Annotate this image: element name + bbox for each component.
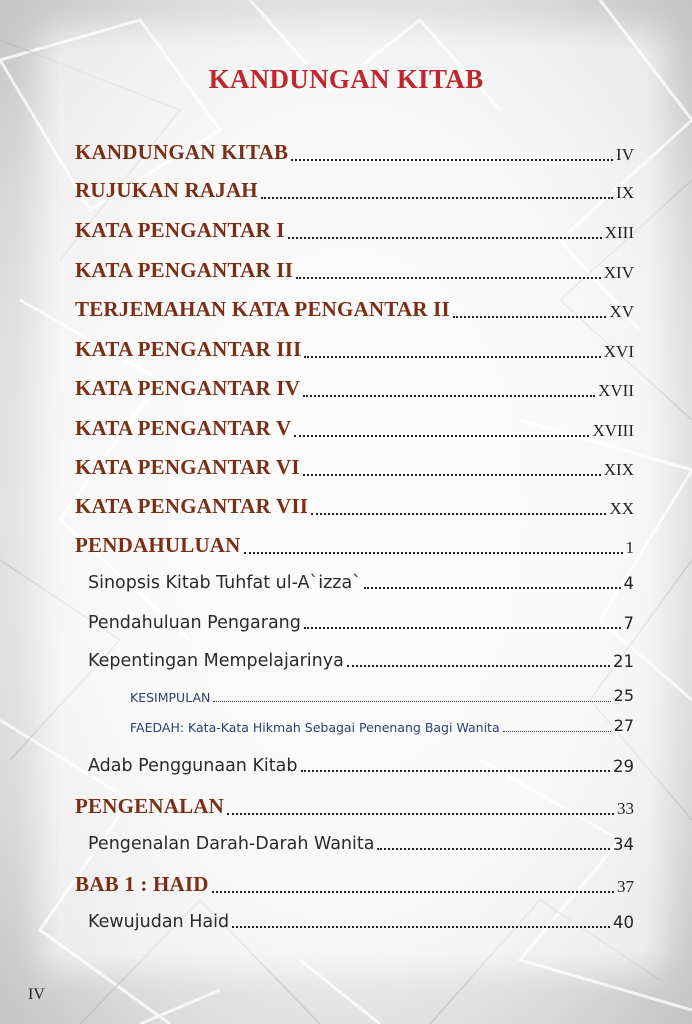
toc-entry-page: XIV bbox=[603, 263, 634, 282]
toc-entry-page: XX bbox=[609, 499, 634, 518]
toc-entry-label: KESIMPULAN bbox=[130, 690, 211, 705]
toc-subsubentry bbox=[130, 686, 634, 705]
toc-entry-page: XVIII bbox=[592, 421, 634, 440]
dot-leader bbox=[364, 587, 621, 589]
toc-entry-page: XV bbox=[609, 302, 634, 321]
dot-leader bbox=[503, 731, 611, 732]
dot-leader bbox=[288, 237, 602, 239]
toc-entry bbox=[75, 258, 634, 283]
toc-entry bbox=[75, 494, 634, 519]
dot-leader bbox=[244, 552, 623, 554]
toc-entry-page: 37 bbox=[617, 877, 634, 896]
toc-entry-label: Pengenalan Darah-Darah Wanita bbox=[88, 834, 375, 854]
toc-entry bbox=[75, 794, 634, 819]
dot-leader bbox=[301, 770, 611, 772]
toc-entry-page: XIII bbox=[604, 223, 634, 242]
dot-leader bbox=[303, 474, 601, 476]
toc-entry-page: 33 bbox=[617, 799, 634, 818]
toc-entry-label: KATA PENGANTAR VI bbox=[75, 455, 300, 479]
toc-entry-page: 29 bbox=[613, 757, 634, 776]
toc-entry-label: PENGENALAN bbox=[75, 794, 225, 818]
toc-entry-label: Pendahuluan Pengarang bbox=[88, 613, 301, 633]
toc-entry bbox=[75, 872, 634, 897]
dot-leader bbox=[304, 356, 600, 358]
dot-leader bbox=[347, 665, 610, 667]
toc-entry-label: KATA PENGANTAR II bbox=[75, 258, 294, 282]
toc-entry-label: Sinopsis Kitab Tuhfat ul-A`izza` bbox=[88, 573, 361, 593]
toc-subentry bbox=[88, 756, 634, 776]
dot-leader bbox=[303, 395, 595, 397]
toc-entry bbox=[75, 178, 634, 203]
toc-entry bbox=[75, 455, 634, 480]
toc-entry-label: KATA PENGANTAR IV bbox=[75, 376, 301, 400]
toc-entry-label: KANDUNGAN KITAB bbox=[75, 140, 289, 164]
toc-entry-page: 34 bbox=[613, 835, 634, 854]
toc-entry bbox=[75, 376, 634, 401]
toc-entry-label: Adab Penggunaan Kitab bbox=[88, 756, 298, 776]
toc-entry bbox=[75, 297, 634, 322]
toc-entry-label: KATA PENGANTAR V bbox=[75, 416, 292, 440]
toc-entry-page: XIX bbox=[603, 460, 634, 479]
dot-leader bbox=[213, 701, 610, 702]
toc-subentry bbox=[88, 834, 634, 854]
toc-entry-label: PENDAHULUAN bbox=[75, 533, 241, 557]
toc-entry bbox=[75, 533, 634, 558]
toc-entry bbox=[75, 140, 634, 165]
toc-subentry bbox=[88, 613, 634, 633]
toc-entry-page: IV bbox=[616, 145, 634, 164]
toc-subsubentry bbox=[130, 716, 634, 735]
toc-entry-label: RUJUKAN RAJAH bbox=[75, 178, 258, 202]
toc-entry-page: IX bbox=[616, 183, 634, 202]
page-title: KANDUNGAN KITAB bbox=[208, 64, 484, 94]
toc-entry-label: Kewujudan Haid bbox=[88, 912, 230, 932]
toc-entry-page: 40 bbox=[613, 913, 634, 932]
toc-entry-page: 25 bbox=[613, 686, 634, 705]
toc-entry-label: TERJEMAHAN KATA PENGANTAR II bbox=[75, 297, 450, 321]
toc-subentry bbox=[88, 573, 634, 593]
toc-entry-page: 4 bbox=[623, 574, 634, 593]
toc-entry-label: BAB 1 : HAID bbox=[75, 872, 209, 896]
toc-subentry bbox=[88, 912, 634, 932]
toc-entry-page: 7 bbox=[623, 614, 634, 633]
dot-leader bbox=[291, 159, 613, 161]
toc-entry-page: 1 bbox=[625, 538, 634, 557]
toc-entry bbox=[75, 218, 634, 243]
toc-entry-label: KATA PENGANTAR I bbox=[75, 218, 285, 242]
toc-entry bbox=[75, 337, 634, 362]
toc-entry-page: XVI bbox=[603, 342, 634, 361]
toc-entry-label: FAEDAH: Kata-Kata Hikmah Sebagai Penenang Bagi Wanita bbox=[130, 720, 500, 735]
dot-leader bbox=[294, 435, 589, 437]
toc-entry-label: KATA PENGANTAR VII bbox=[75, 494, 309, 518]
dot-leader bbox=[232, 926, 610, 928]
dot-leader bbox=[377, 848, 610, 850]
toc-subentry bbox=[88, 651, 634, 671]
toc-entry bbox=[75, 416, 634, 441]
dot-leader bbox=[453, 316, 607, 318]
toc-entry-page: 21 bbox=[613, 652, 634, 671]
toc-entry-label: KATA PENGANTAR III bbox=[75, 337, 302, 361]
dot-leader bbox=[227, 813, 614, 815]
toc-entry-label: Kepentingan Mempelajarinya bbox=[88, 651, 344, 671]
dot-leader bbox=[261, 197, 613, 199]
toc-entry-page: 27 bbox=[613, 716, 634, 735]
toc-entry-page: XVII bbox=[598, 381, 634, 400]
dot-leader bbox=[296, 277, 601, 279]
dot-leader bbox=[212, 891, 614, 893]
dot-leader bbox=[304, 627, 621, 629]
dot-leader bbox=[311, 513, 606, 515]
page-number: IV bbox=[28, 986, 45, 1003]
